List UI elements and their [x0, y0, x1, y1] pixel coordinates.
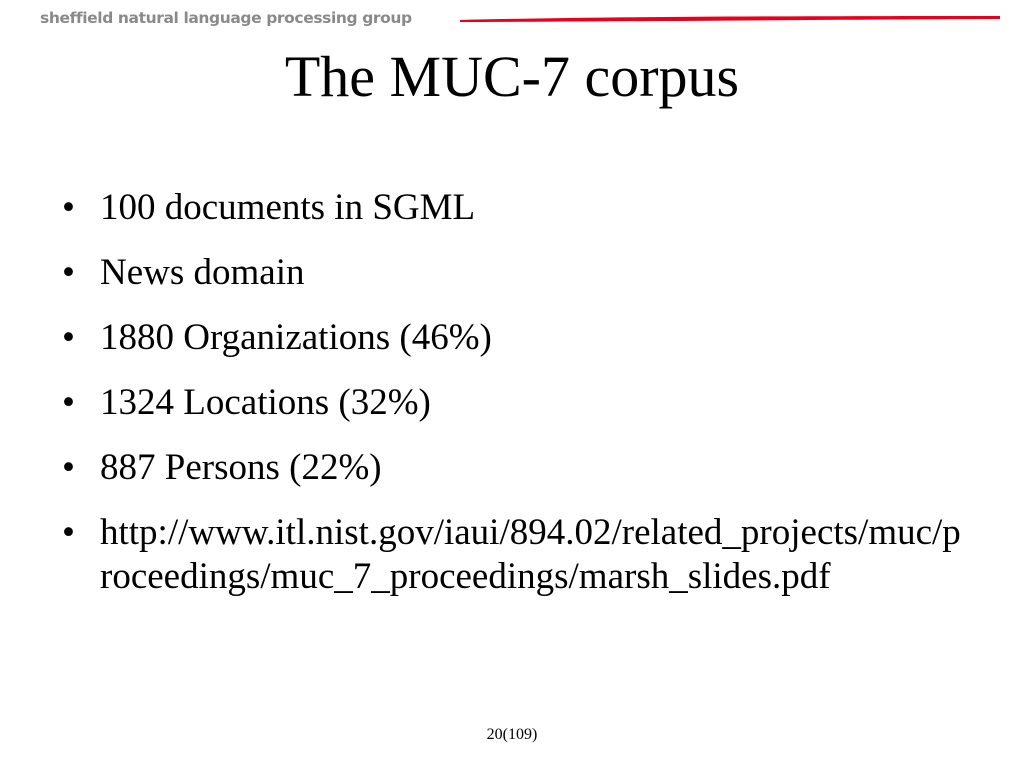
bullet-list — [62, 186, 972, 620]
slide-title: The MUC-7 corpus — [284, 44, 740, 109]
bullet-text: 887 Persons (22%) — [100, 447, 382, 488]
bullet-glyph: • — [62, 447, 75, 488]
bullet-item — [62, 446, 972, 490]
bullet-text: 1324 Locations (32%) — [100, 382, 431, 423]
bullet-item — [62, 186, 972, 230]
group-logo: sheffield natural language processing group — [40, 9, 412, 27]
bullet-url-text: http://www.itl.nist.gov/iaui/894.02/related_projects/muc/proceedings/muc_7_proceedings/marsh_slides.pdf — [100, 512, 961, 597]
red-swoosh-decoration — [455, 8, 1005, 28]
bullet-glyph: • — [62, 382, 75, 423]
header-bar — [0, 0, 1024, 40]
bullet-text: 1880 Organizations (46%) — [100, 317, 492, 358]
bullet-item-url — [62, 511, 972, 599]
bullet-glyph: • — [62, 317, 75, 358]
bullet-text: 100 documents in SGML — [100, 187, 476, 228]
page-number: 20(109) — [486, 726, 538, 743]
bullet-item — [62, 316, 972, 360]
bullet-item — [62, 251, 972, 295]
bullet-glyph: • — [62, 187, 75, 228]
bullet-item — [62, 381, 972, 425]
bullet-text: News domain — [100, 252, 305, 293]
bullet-glyph: • — [62, 512, 75, 553]
bullet-glyph: • — [62, 252, 75, 293]
